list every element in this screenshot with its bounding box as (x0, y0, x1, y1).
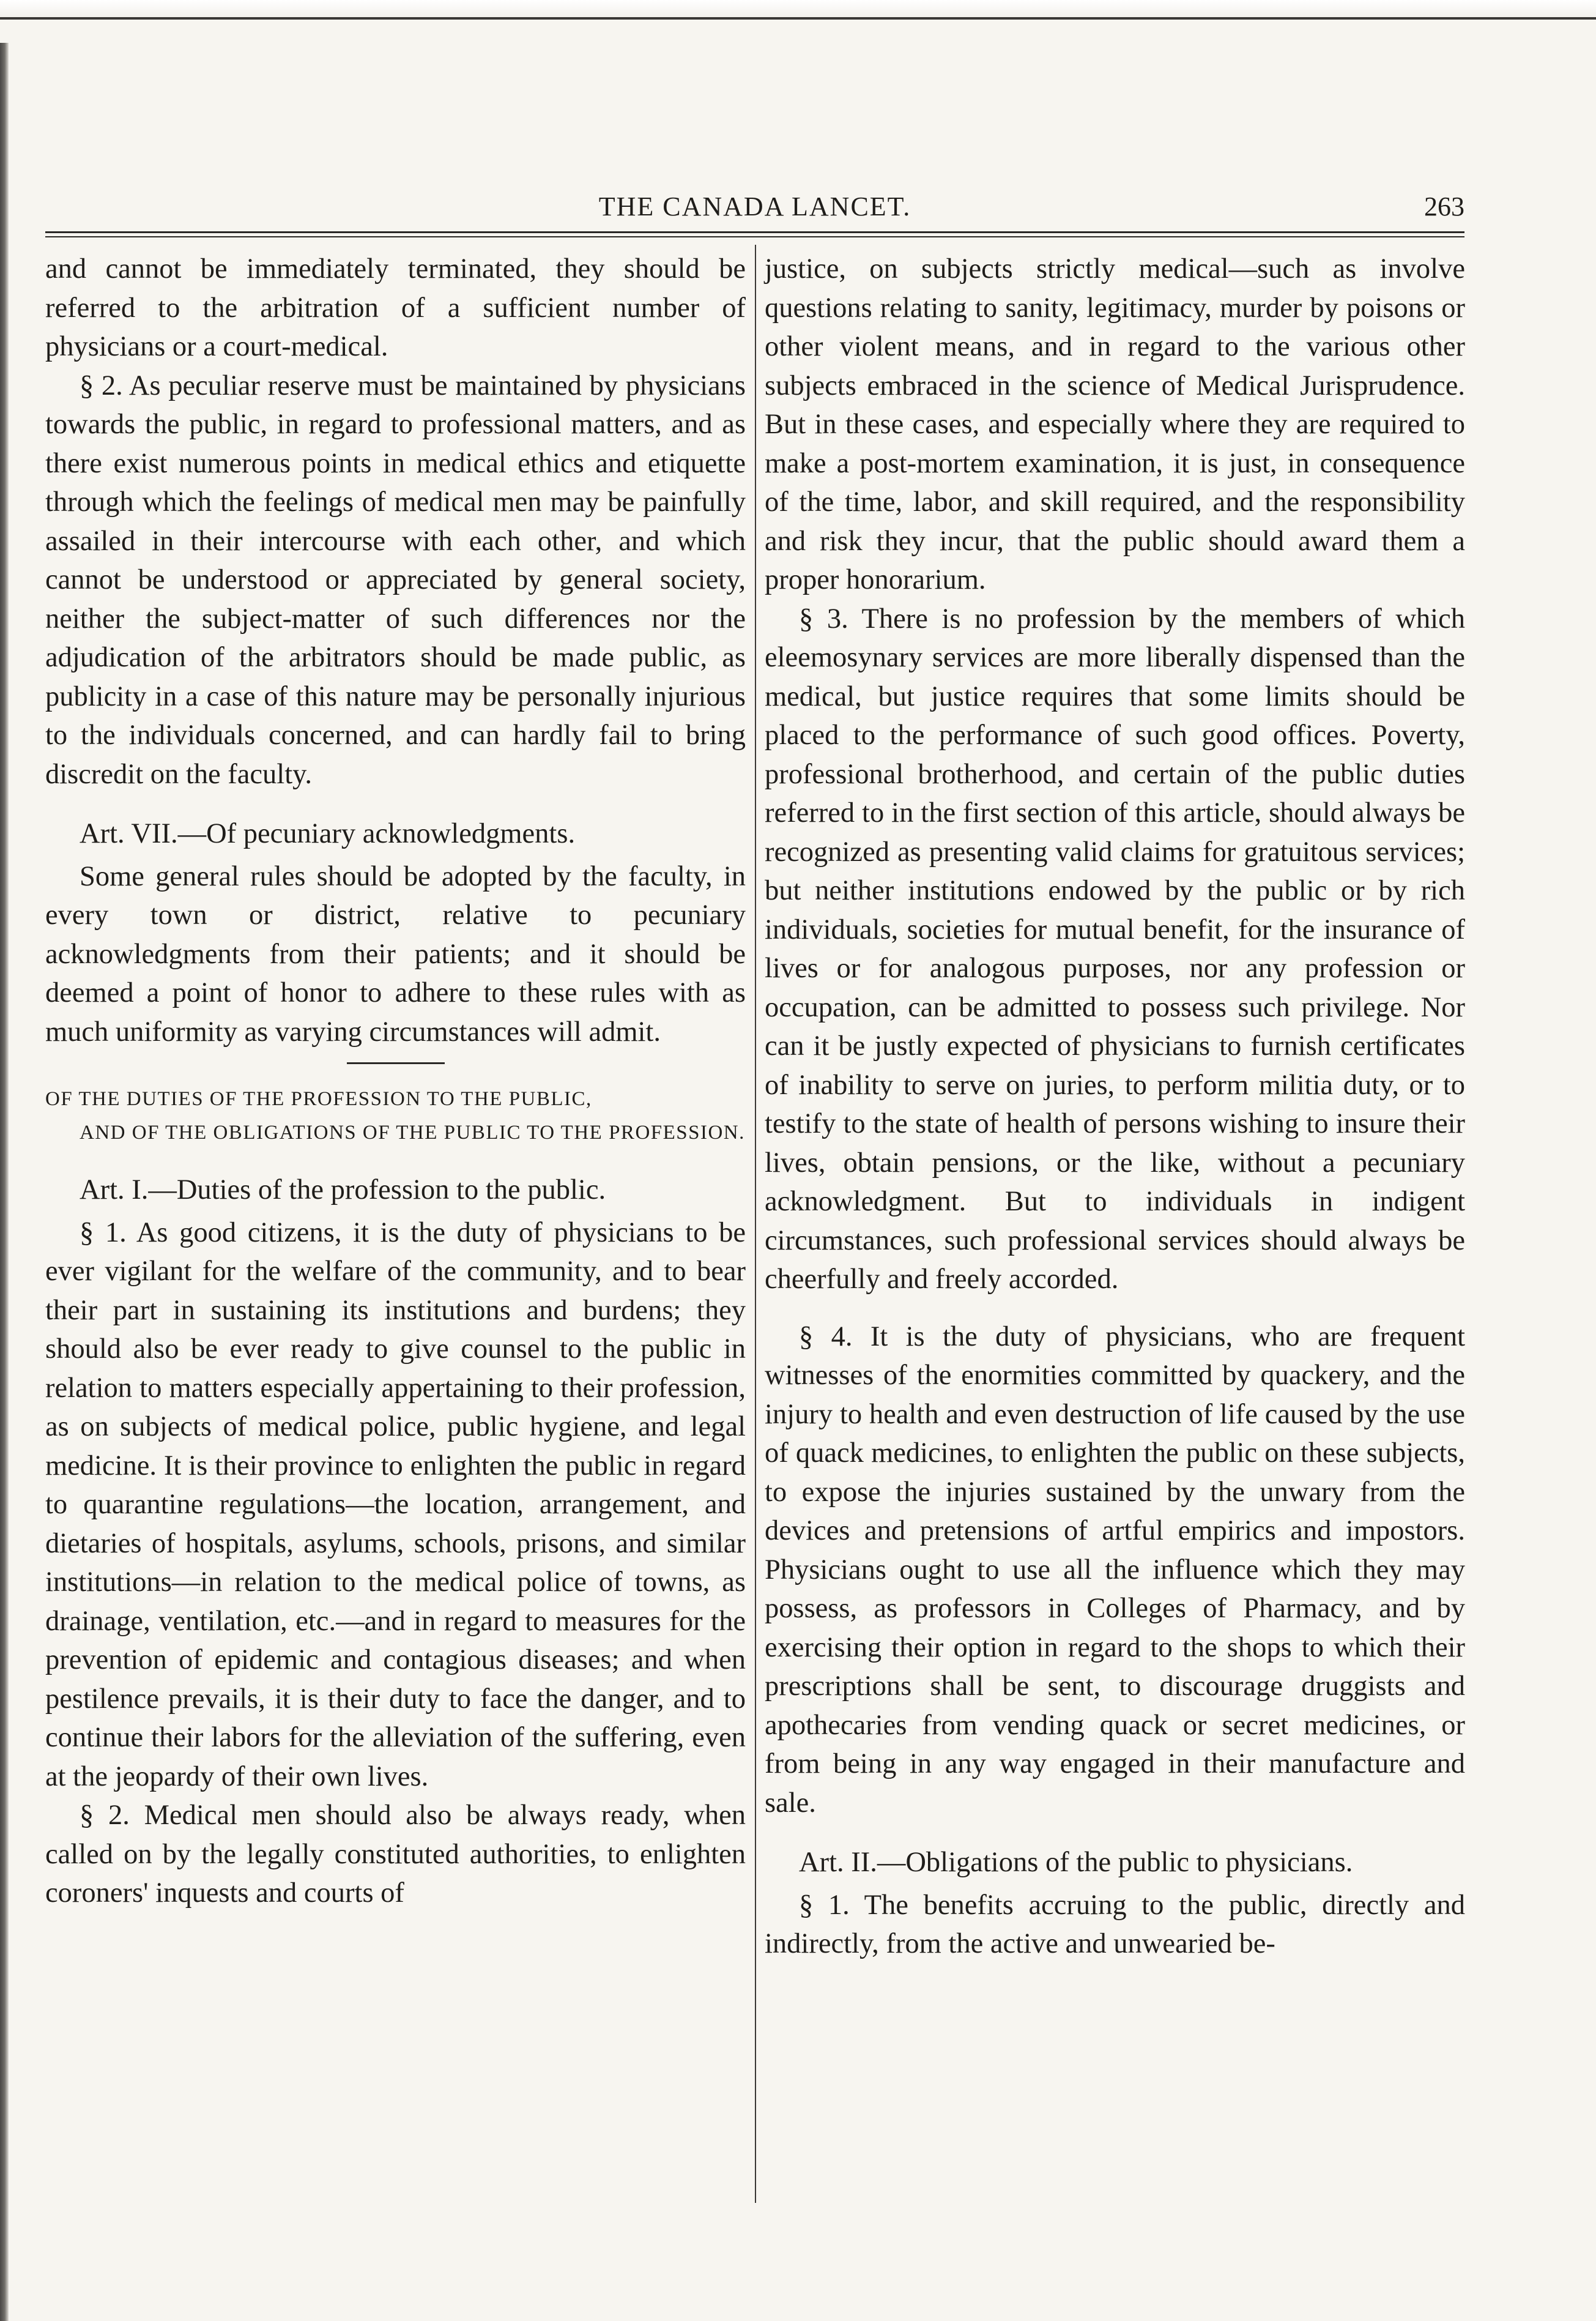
article-heading: Art. II.—Obligations of the public to physicians. (799, 1847, 1353, 1878)
page-binding-edge (0, 43, 9, 2321)
right-column (765, 250, 1465, 1964)
paragraph: § 3. There is no profession by the members of which eleemosynary services are more liberally dispensed than the medical, but justice requires that some limits should be placed to the performance of such good offices. Poverty, professional brotherhood, and certain of the public duties referred to in the first section of this article, should always be recognized as presenting valid claims for gratuitous services; but neither institutions endowed by the public or by rich individuals, societies for mutual benefit, for the insurance of lives or for analogous purposes, nor any profession or occupation, can be admitted to possess such privilege. Nor can it be justly expected of physicians to furnish certificates of inability to serve on juries, to perform militia duty, or to testify to the state of health of persons wishing to insure their lives, obtain pensions, or the like, without a pecuniary acknowledgment. But to individuals in indigent circumstances, such professional services should always be cheerfully and freely accorded. (765, 603, 1465, 1295)
paragraph: and cannot be immediately terminated, they should be referred to the arbitration of a sufficient number of physicians or a court-medical. (45, 253, 746, 362)
column-divider (755, 245, 756, 2203)
paragraph: § 2. Medical men should also be always ready, when called on by the legally constituted authorities, to enlighten coroners' inquests and courts of (45, 1800, 746, 1909)
section-heading-line: AND OF THE OBLIGATIONS OF THE PUBLIC TO THE PROFESSION. (80, 1122, 745, 1144)
paragraph: § 2. As peculiar reserve must be maintained by physicians towards the public, in regard to professional matters, and as there exist numerous points in medical ethics and etiquette through which the feelings of medical men may be painfully assailed in their intercourse with each other, and which cannot be understood or appreciated by general society, neither the subject-matter of such differences nor the adjudication of the arbitrators should be made public, as publicity in a case of this nature may be personally injurious to the individuals concerned, and can hardly fail to bring discredit on the faculty. (45, 370, 746, 790)
paragraph: justice, on subjects strictly medical—such as involve questions relating to sanity, legitimacy, murder by poisons or other violent means, and in regard to the various other subjects embraced in the science of Medical Jurisprudence. But in these cases, and especially where they are required to make a post-mortem examination, it is just, in consequence of the time, labor, and skill required, and the responsibility and risk they incur, that the public should award them a proper honorarium. (765, 253, 1465, 595)
left-column (45, 250, 746, 1913)
paragraph: § 4. It is the duty of physicians, who are frequent witnesses of the enormities committed by quackery, and the injury to health and even destruction of life caused by the use of quack medicines, to enlighten the public on these subjects, to expose the injuries sustained by the unwary from the devices and pretensions of artful empirics and impostors. Physicians ought to use all the influence which they may possess, as professors in Colleges of Pharmacy, and by exercising their option in regard to the shops to which their prescriptions shall be sent, to discourage druggists and apothecaries from vending quack or secret medicines, or from being in any way engaged in their manufacture and sale. (765, 1321, 1465, 1819)
article-heading: Art. VII.—Of pecuniary acknowledgments. (80, 818, 576, 849)
running-title: THE CANADA LANCET. (598, 192, 911, 222)
section-heading (45, 1082, 746, 1150)
paragraph: Some general rules should be adopted by the faculty, in every town or district, relative to pecuniary acknowledgments from their patients; and it should be deemed a point of honor to adhere to these rules with as much uniformity as varying circumstances will admit. (45, 860, 746, 1048)
article-heading: Art. I.—Duties of the profession to the public. (80, 1174, 606, 1205)
page-number: 263 (1424, 192, 1464, 222)
page-top-edge (0, 0, 1596, 20)
section-heading-line: OF THE DUTIES OF THE PROFESSION TO THE PUBLIC, (45, 1088, 592, 1110)
header-rule (45, 231, 1464, 237)
section-divider (347, 1062, 445, 1064)
paragraph: § 1. As good citizens, it is the duty of physicians to be ever vigilant for the welfare of the community, and to bear their part in sustaining its institutions and burdens; they should also be ever ready to give counsel to the public in relation to matters especially appertaining to their profession, as on subjects of medical police, public hygiene, and legal medicine. It is their province to enlighten the public in regard to quarantine regulations—the location, arrangement, and dietaries of hospitals, asylums, schools, prisons, and similar institutions—in relation to the medical police of towns, as drainage, ventilation, etc.—and in regard to measures for the prevention of epidemic and contagious diseases; and when pestilence prevails, it is their duty to face the danger, and to continue their labors for the alleviation of the suffering, even at the jeopardy of their own lives. (45, 1216, 746, 1792)
paragraph: § 1. The benefits accruing to the public, directly and indirectly, from the active and unwearied be- (765, 1889, 1465, 1959)
